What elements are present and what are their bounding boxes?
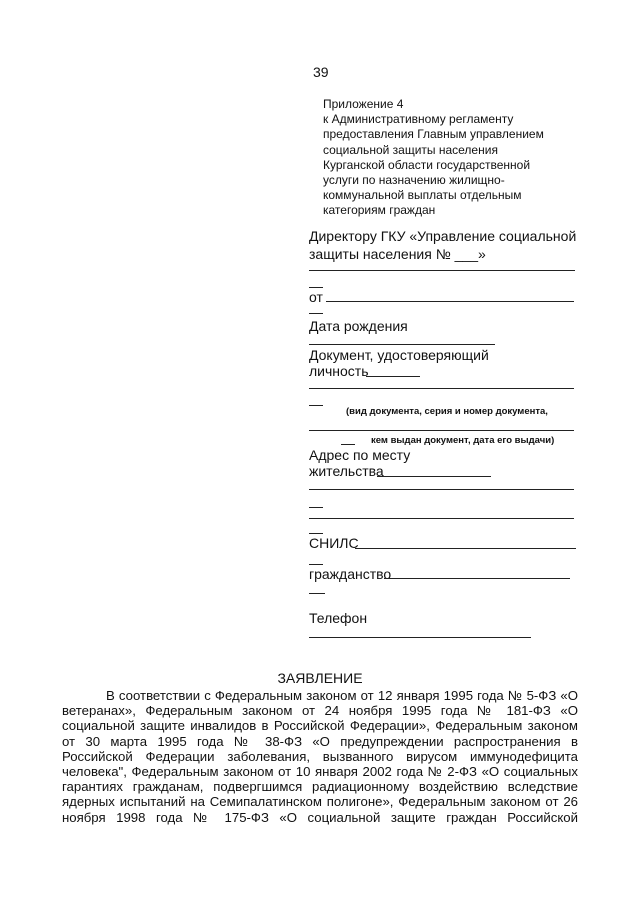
appendix-line: категориям граждан <box>323 203 436 218</box>
document-hint: (вид документа, серия и номер документа, <box>346 406 548 417</box>
birth-date-label: Дата рождения <box>309 318 408 334</box>
underline-stub <box>309 507 323 508</box>
address-underline-2[interactable] <box>309 518 574 519</box>
from-field[interactable] <box>326 301 574 302</box>
underline-stub <box>309 593 325 594</box>
underline-stub <box>309 313 323 314</box>
addressee-line-2: защиты населения № ___» <box>309 246 486 262</box>
document-title: ЗАЯВЛЕНИЕ <box>277 670 363 686</box>
underline-stub <box>309 287 323 288</box>
appendix-line: коммунальной выплаты отдельным <box>323 188 522 203</box>
citizenship-field[interactable] <box>384 578 570 579</box>
snils-field[interactable] <box>355 548 576 549</box>
underline-stub <box>309 533 323 534</box>
document-label-line-2: личность <box>309 363 369 379</box>
addressee-line-1: Директору ГКУ «Управление социальной <box>309 228 577 244</box>
citizenship-label: гражданство <box>309 566 392 582</box>
appendix-line: услуги по назначению жилищно- <box>323 173 505 188</box>
underline-stub <box>309 564 323 565</box>
underline-stub <box>309 405 323 406</box>
document-issued-underline[interactable] <box>309 430 574 431</box>
issued-hint: кем выдан документ, дата его выдачи) <box>371 435 555 446</box>
phone-field[interactable] <box>309 637 531 638</box>
from-label: от <box>309 289 323 305</box>
address-label-line-1: Адрес по месту <box>309 447 411 463</box>
address-field[interactable] <box>377 476 491 477</box>
address-label-line-2: жительства <box>309 463 384 479</box>
body-paragraph: В соответствии с Федеральным законом от 12 января 1995 года № 5-ФЗ «О ветеранах», Федеральным законом от 24 ноября 1995 года № 181-ФЗ «О социальной защите инвалидов в Российской Федерации», Федеральным законом от 30 марта 1995 года № 38-ФЗ «О предупреждении распространения в Российской Федерации заболевания, вызванного вирусом иммунодефицита человека", Федеральным законом от 10 января 2002 года № 2-ФЗ «О социальных гарантиях гражданам, подвергшимся радиационному воздействию вследствие ядерных испытаний на Семипалатинском полигоне», Федеральным законом от 26 ноября 1998 года № 175-ФЗ «О социальной защите граждан Российской <box>62 688 578 825</box>
underline-stub <box>341 444 355 445</box>
appendix-line: к Административному регламенту <box>323 112 514 127</box>
page-number: 39 <box>313 64 329 80</box>
appendix-line: предоставления Главным управлением <box>323 127 544 142</box>
application-body <box>62 688 578 825</box>
birth-date-field[interactable] <box>309 344 495 345</box>
snils-label: СНИЛС <box>309 535 359 551</box>
appendix-block <box>323 97 544 219</box>
document-underline[interactable] <box>309 388 574 389</box>
addressee-underline[interactable] <box>309 270 575 271</box>
phone-label: Телефон <box>309 610 368 626</box>
appendix-line: Приложение 4 <box>323 97 404 111</box>
appendix-line: социальной защиты населения <box>323 142 498 157</box>
document-label-line-1: Документ, удостоверяющий <box>309 347 489 363</box>
address-underline-1[interactable] <box>309 489 574 490</box>
document-field[interactable] <box>366 376 420 377</box>
appendix-line: Курганской области государственной <box>323 157 531 172</box>
